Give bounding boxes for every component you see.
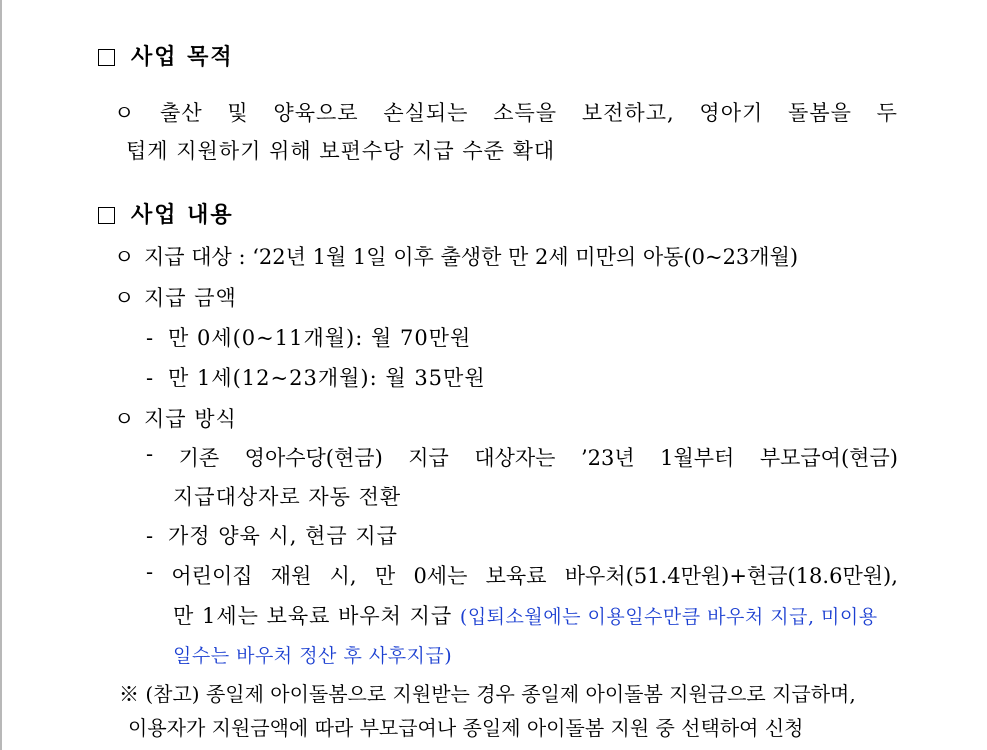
word: 양육으로	[273, 101, 359, 125]
method-3-words	[146, 560, 898, 590]
amount-sub-2	[146, 362, 486, 392]
method-sub-2	[146, 520, 398, 550]
word: 시,	[329, 564, 357, 588]
heading-text: 사업 내용	[131, 202, 234, 228]
method-1-words	[146, 442, 898, 472]
word: 대상자는	[474, 446, 556, 470]
reference-note-line2: 이용자가 지원금액에 따라 부모급여나 종일제 아이돌봄 지원 중 선택하여 신청	[128, 716, 804, 740]
word: 보전하고,	[581, 101, 675, 125]
word: 영아수당(현금)	[244, 446, 383, 470]
method-sub-1-line2: 지급대상자로 자동 전환	[173, 485, 402, 509]
target-item	[114, 241, 798, 271]
page-left-border	[0, 0, 2, 750]
word: 지급	[408, 446, 449, 470]
word: 만	[374, 564, 396, 588]
word: 출산	[160, 101, 203, 125]
target-text: 지급 대상 : ‘22년 1월 1일 이후 출생한 만 2세 미만의 아동(0~23개월)	[144, 245, 799, 269]
word: 돌봄을	[788, 101, 852, 125]
word: 어린이집	[171, 564, 253, 588]
circle-bullet-icon: ㅇ	[114, 245, 135, 269]
method-2-text: 가정 양육 시, 현금 지급	[168, 524, 398, 548]
amount-item	[114, 282, 237, 312]
dash-bullet: -	[146, 524, 155, 548]
checkbox-square-icon	[98, 207, 115, 224]
amount-1-text: 만 0세(0~11개월): 월 70만원	[168, 326, 472, 350]
circle-bullet-icon: ㅇ	[114, 101, 136, 125]
word: 보육료	[485, 564, 547, 588]
dash-bullet: -	[146, 442, 154, 466]
word: 0세는	[413, 564, 468, 588]
method-sub-3-line3: 일수는 바우처 정산 후 사후지급)	[173, 645, 453, 667]
method-sub-1-line1	[146, 442, 898, 472]
dash-bullet: -	[146, 366, 155, 390]
method-sub-3-line2	[173, 600, 878, 630]
heading-text: 사업 목적	[131, 44, 234, 70]
word: 소득을	[493, 101, 558, 125]
word: 손실되는	[383, 101, 469, 125]
section-heading-content	[98, 198, 234, 229]
method-3-note-blue: (입퇴소월에는 이용일수만큼 바우처 지급, 미이용	[459, 606, 878, 628]
section-heading-purpose	[98, 40, 234, 71]
method-item	[114, 403, 237, 433]
amount-2-text: 만 1세(12~23개월): 월 35만원	[168, 366, 486, 390]
purpose-paragraph-line2: 텁게 지원하기 위해 보편수당 지급 수준 확대	[126, 139, 556, 163]
checkbox-square-icon	[98, 49, 115, 66]
word: 바우처(51.4만원)+현금(18.6만원),	[564, 564, 898, 588]
circle-bullet-icon: ㅇ	[114, 407, 136, 431]
word: 및	[227, 101, 249, 125]
purpose-paragraph-line1	[114, 97, 898, 127]
word: 1월부터	[660, 446, 735, 470]
word: 영아기	[699, 101, 764, 125]
word: 두	[876, 101, 898, 125]
word: 재원	[270, 564, 312, 588]
method-3-text: 만 1세는 보육료 바우처 지급	[173, 604, 453, 628]
method-sub-3-line1	[146, 560, 898, 590]
word: ’23년	[580, 446, 635, 470]
reference-note-line1: ※ (참고) 종일제 아이돌봄으로 지원받는 경우 종일제 아이돌봄 지원금으로 지급하며,	[119, 682, 856, 706]
word: 기존	[178, 446, 220, 470]
dash-bullet: -	[146, 326, 155, 350]
dash-bullet: -	[146, 560, 154, 584]
amount-sub-1	[146, 322, 471, 352]
amount-title: 지급 금액	[144, 286, 237, 310]
purpose-line1-words	[114, 97, 898, 127]
circle-bullet-icon: ㅇ	[114, 286, 136, 310]
method-title: 지급 방식	[144, 407, 237, 431]
word: 부모급여(현금)	[759, 446, 898, 470]
